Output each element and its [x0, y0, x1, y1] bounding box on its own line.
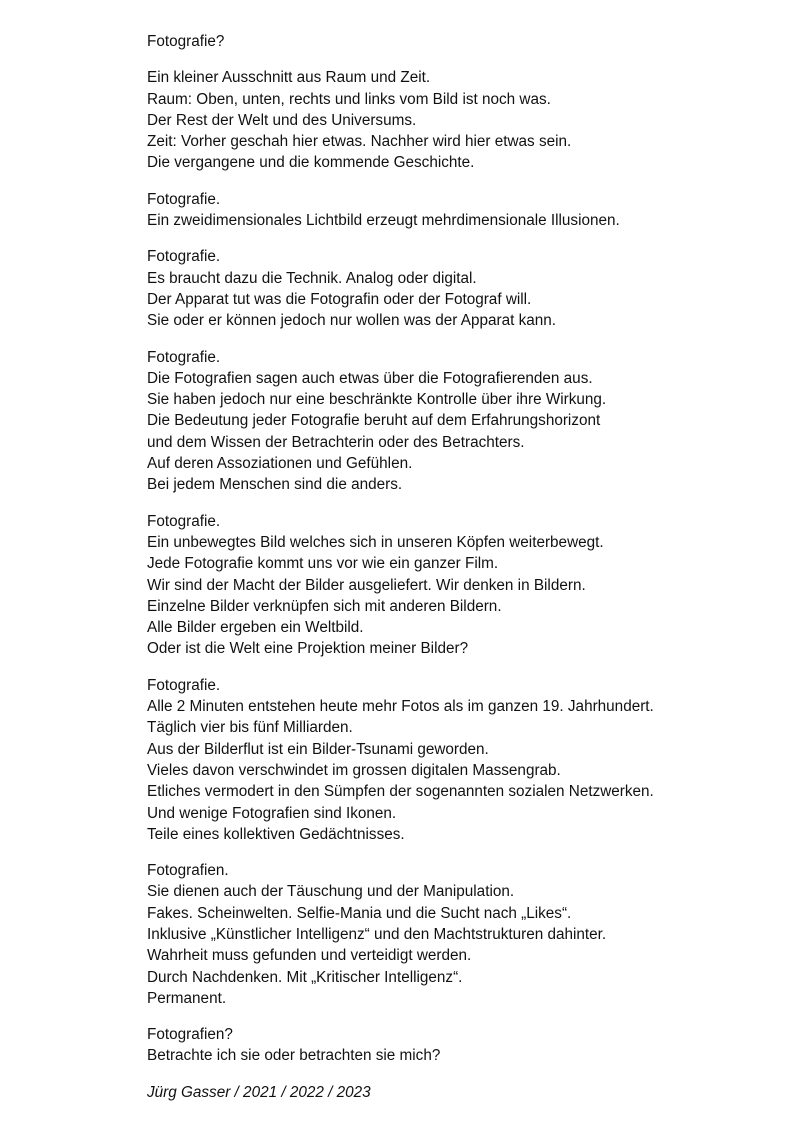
text-line: Die vergangene und die kommende Geschichte.	[147, 154, 475, 172]
stanza-heading: Fotografie?	[147, 33, 225, 50]
text-line: Ein zweidimensionales Lichtbild erzeugt mehrdimensionale Illusionen.	[147, 212, 620, 230]
text-line: Ein unbewegtes Bild welches sich in unseren Köpfen weiterbewegt.	[147, 533, 604, 551]
text-line: Sie oder er können jedoch nur wollen was der Apparat kann.	[147, 312, 557, 330]
text-line: Wahrheit muss gefunden und verteidigt werden.	[147, 947, 472, 965]
text-line: Der Rest der Welt und des Universums.	[147, 111, 417, 129]
stanza-heading: Fotografie.	[147, 348, 221, 366]
stanza	[147, 347, 767, 496]
stanza	[147, 246, 767, 331]
text-line: Raum: Oben, unten, rechts und links vom Bild ist noch was.	[147, 90, 551, 108]
text-line: und dem Wissen der Betrachterin oder des Betrachters.	[147, 433, 525, 451]
text-line: Wir sind der Macht der Bilder ausgeliefert. Wir denken in Bildern.	[147, 576, 586, 594]
stanza-heading: Ein kleiner Ausschnitt aus Raum und Zeit.	[147, 69, 431, 87]
stanza	[147, 67, 767, 173]
text-line: Alle Bilder ergeben ein Weltbild.	[147, 619, 364, 637]
text-line: Aus der Bilderflut ist ein Bilder-Tsunami geworden.	[147, 740, 489, 758]
text-line: Einzelne Bilder verknüpfen sich mit anderen Bildern.	[147, 597, 502, 615]
stanza-heading: Fotografie.	[147, 512, 221, 530]
text-line: Der Apparat tut was die Fotografin oder der Fotograf will.	[147, 290, 532, 308]
text-line: Sie dienen auch der Täuschung und der Manipulation.	[147, 883, 515, 901]
stanza-heading: Fotografie.	[147, 248, 221, 266]
text-line: Zeit: Vorher geschah hier etwas. Nachher wird hier etwas sein.	[147, 133, 572, 151]
stanza-heading: Fotografie.	[147, 190, 221, 208]
stanza-heading: Fotografien?	[147, 1026, 233, 1044]
text-line: Teile eines kollektiven Gedächtnisses.	[147, 825, 405, 843]
text-line: Und wenige Fotografien sind Ikonen.	[147, 804, 397, 822]
text-line: Etliches vermodert in den Sümpfen der sogenannten sozialen Netzwerken.	[147, 783, 654, 801]
text-line: Inklusive „Künstlicher Intelligenz“ und den Machtstrukturen dahinter.	[147, 925, 607, 943]
poem	[147, 31, 767, 1067]
stanza	[147, 511, 767, 660]
text-line: Die Bedeutung jeder Fotografie beruht auf dem Erfahrungshorizont	[147, 412, 601, 430]
text-line: Die Fotografien sagen auch etwas über die Fotografierenden aus.	[147, 369, 593, 387]
stanza-heading: Fotografien.	[147, 862, 229, 880]
text-line: Betrachte ich sie oder betrachten sie mich?	[147, 1047, 441, 1065]
text-line: Es braucht dazu die Technik. Analog oder digital.	[147, 269, 477, 287]
stanza	[147, 31, 767, 52]
text-line: Jede Fotografie kommt uns vor wie ein ganzer Film.	[147, 555, 499, 573]
author-signature: Jürg Gasser / 2021 / 2022 / 2023	[147, 1083, 371, 1101]
stanza	[147, 860, 767, 1009]
text-line: Sie haben jedoch nur eine beschränkte Kontrolle über ihre Wirkung.	[147, 391, 607, 409]
stanza	[147, 189, 767, 232]
text-line: Täglich vier bis fünf Milliarden.	[147, 719, 353, 737]
text-line: Durch Nachdenken. Mit „Kritischer Intelligenz“.	[147, 968, 463, 986]
text-line: Oder ist die Welt eine Projektion meiner Bilder?	[147, 640, 469, 658]
text-line: Bei jedem Menschen sind die anders.	[147, 476, 403, 494]
stanza	[147, 1024, 767, 1067]
stanza-heading: Fotografie.	[147, 676, 221, 694]
text-line: Fakes. Scheinwelten. Selfie-Mania und die Sucht nach „Likes“.	[147, 904, 572, 922]
text-line: Vieles davon verschwindet im grossen digitalen Massengrab.	[147, 761, 561, 779]
text-line: Alle 2 Minuten entstehen heute mehr Fotos als im ganzen 19. Jahrhundert.	[147, 698, 654, 716]
document-body	[147, 31, 767, 1103]
text-line: Permanent.	[147, 989, 227, 1007]
text-line: Auf deren Assoziationen und Gefühlen.	[147, 455, 413, 473]
stanza	[147, 675, 767, 845]
